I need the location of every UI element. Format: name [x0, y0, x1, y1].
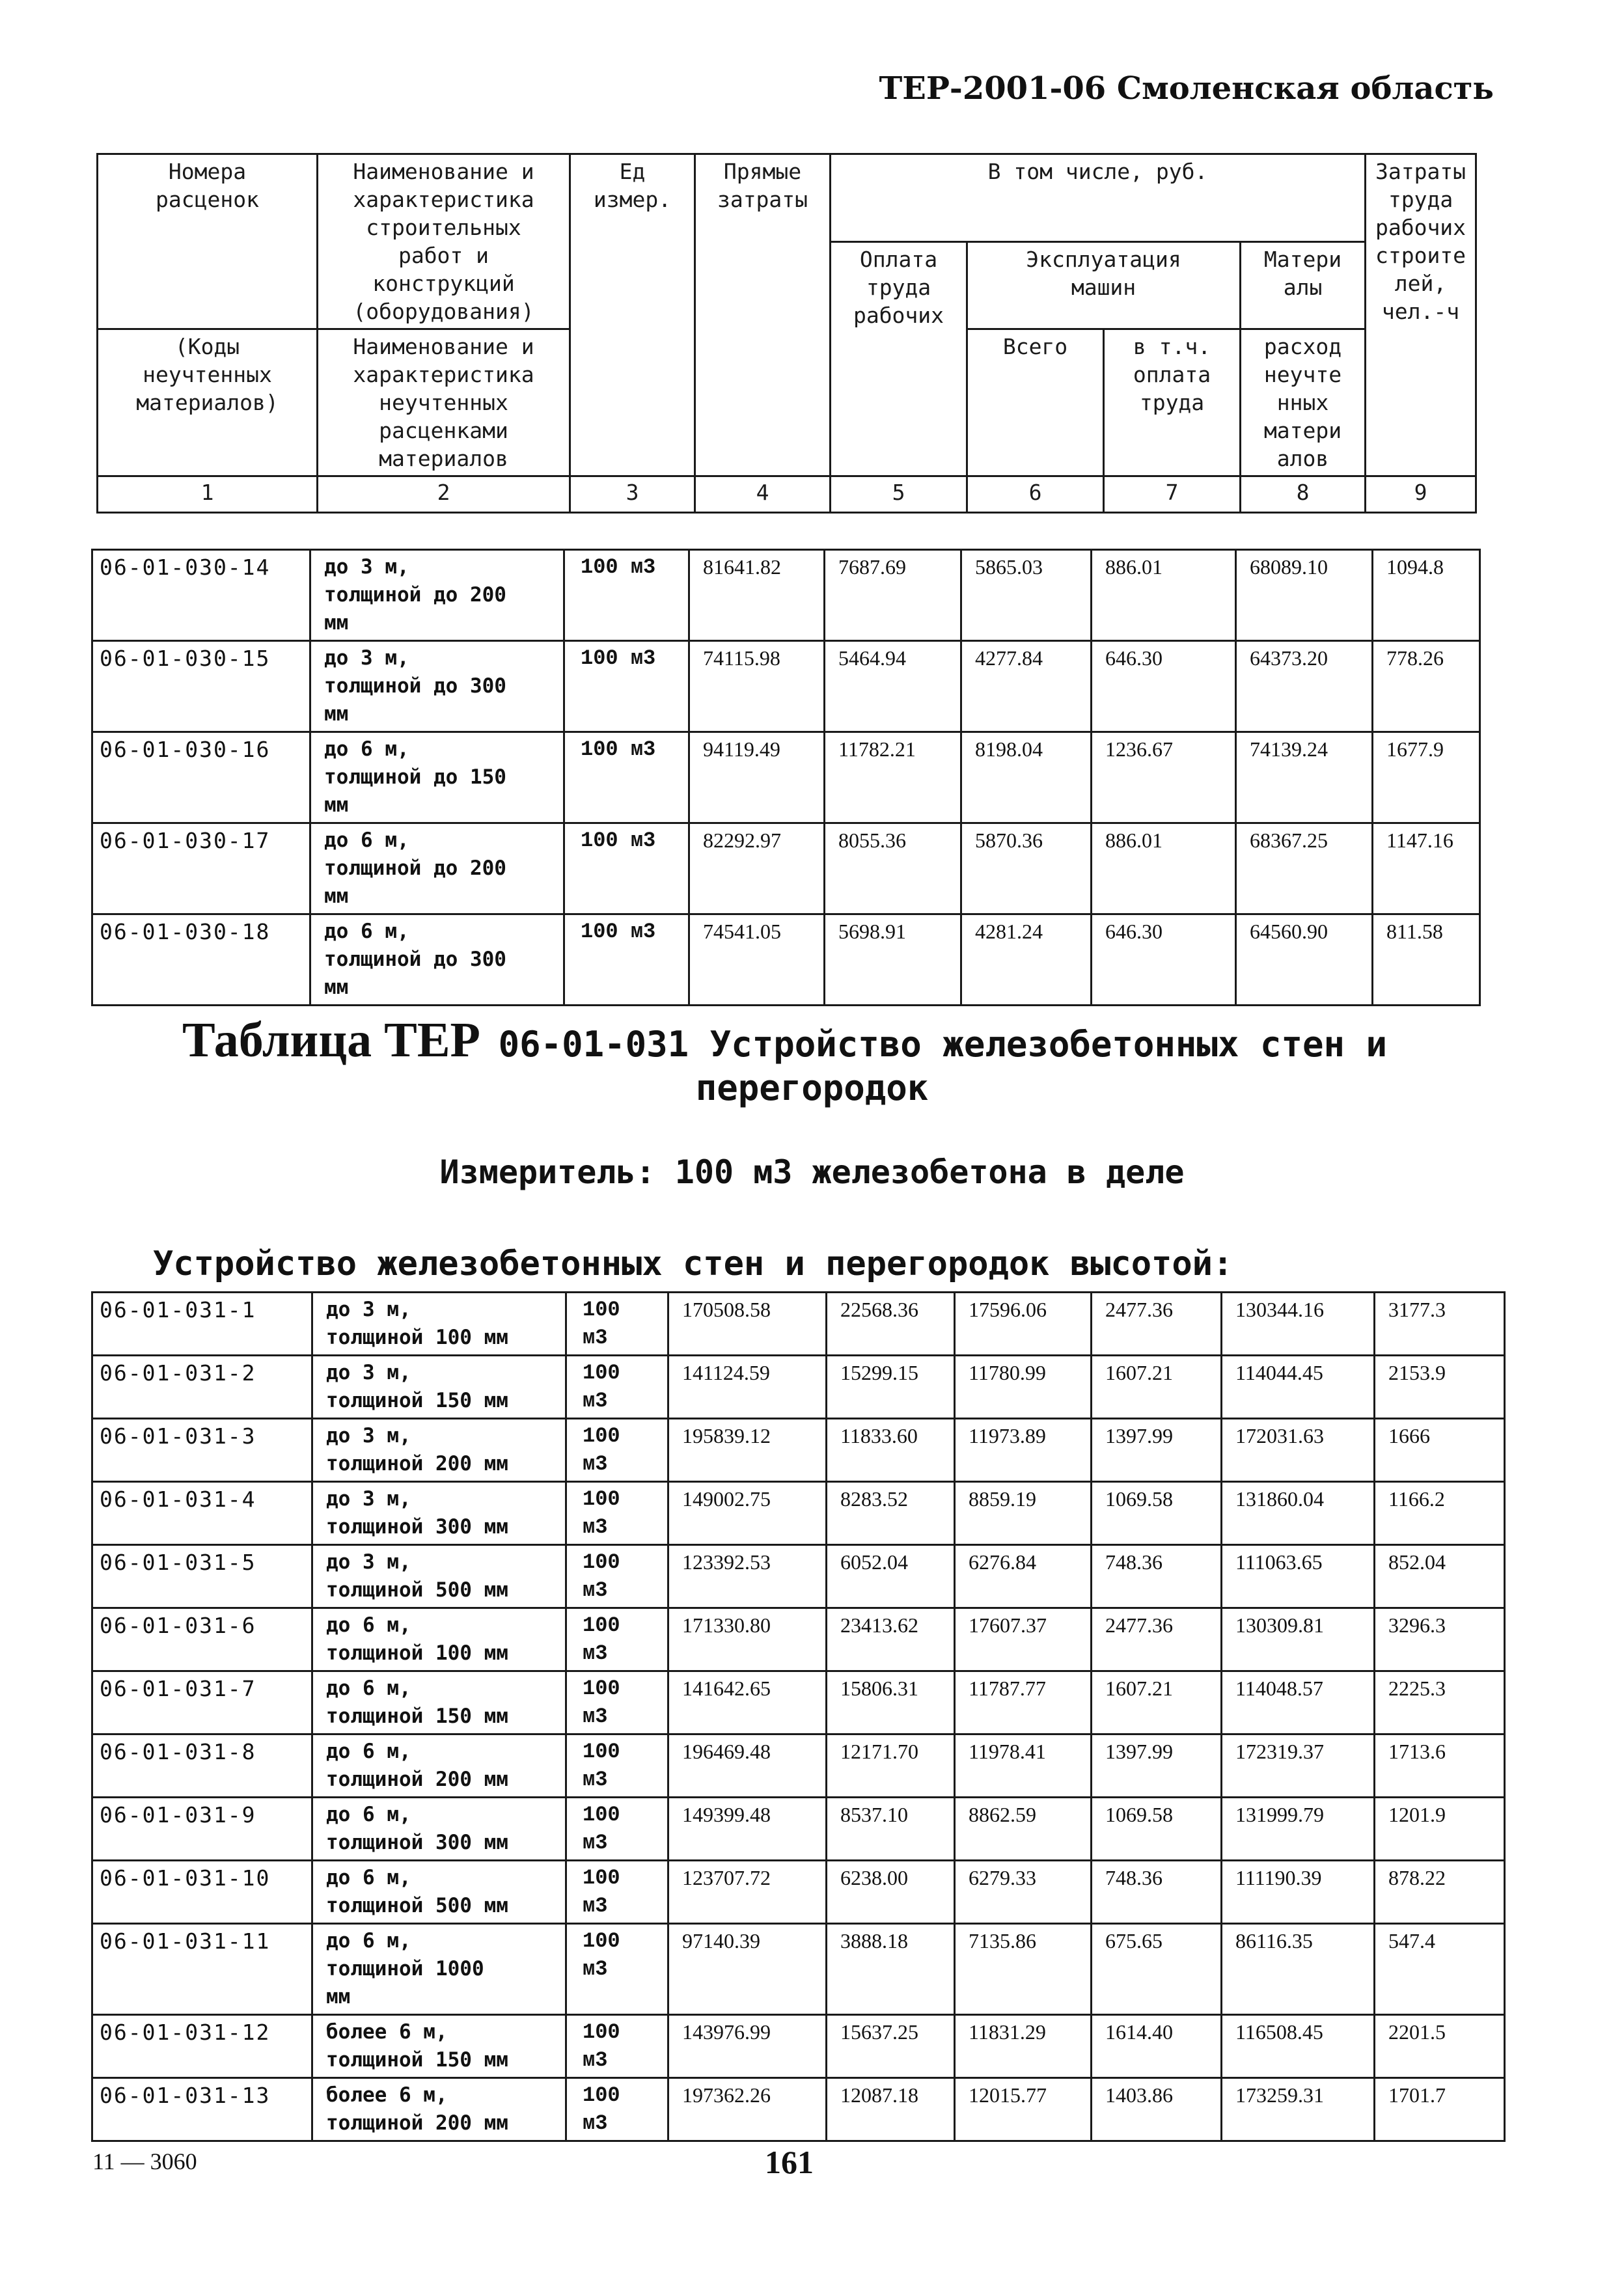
direct-cost-cell: 123707.72	[668, 1861, 827, 1924]
header-direct-cost-cell	[695, 154, 831, 476]
labor-pay-cell: 15299.15	[827, 1356, 955, 1419]
direct-cost-cell: 143976.99	[668, 2015, 827, 2078]
table-row	[92, 1293, 1505, 1356]
labor-hours-cell: 2153.9	[1375, 1356, 1505, 1419]
header-machines-total-label: Всего	[1002, 334, 1068, 359]
table-word: Таблица ТЕР	[182, 1013, 480, 1067]
machines-total-cell: 8862.59	[955, 1798, 1092, 1861]
header-machines-label: Эксплуатация машин	[1026, 247, 1181, 300]
machines-labor-pay-cell: 2477.36	[1092, 1293, 1222, 1356]
unit-of-measure-cell: 100 м3	[566, 1482, 668, 1545]
labor-pay-cell: 6052.04	[827, 1545, 955, 1608]
work-description-cell: до 6 м, толщиной 150 мм	[312, 1671, 566, 1734]
labor-hours-cell: 811.58	[1373, 914, 1480, 1006]
direct-cost-cell: 149002.75	[668, 1482, 827, 1545]
rate-code-cell: 06-01-030-15	[92, 641, 310, 732]
rate-code-cell: 06-01-030-17	[92, 823, 310, 914]
table-row	[92, 1545, 1505, 1608]
labor-pay-cell: 8055.36	[825, 823, 961, 914]
direct-cost-cell: 197362.26	[668, 2078, 827, 2141]
machines-total-cell: 17607.37	[955, 1608, 1092, 1671]
machines-total-cell: 17596.06	[955, 1293, 1092, 1356]
header-labor-pay-label: Оплата труда рабочих	[853, 247, 944, 328]
unit-of-measure-cell: 100 м3	[564, 914, 689, 1006]
labor-hours-cell: 3296.3	[1375, 1608, 1505, 1671]
direct-cost-cell: 141124.59	[668, 1356, 827, 1419]
labor-hours-cell: 547.4	[1375, 1924, 1505, 2015]
direct-cost-cell: 82292.97	[689, 823, 825, 914]
unit-of-measure-cell: 100 м3	[566, 1734, 668, 1798]
work-description-cell: более 6 м, толщиной 150 мм	[312, 2015, 566, 2078]
work-description-cell: до 3 м, толщиной 500 мм	[312, 1545, 566, 1608]
work-description-cell: до 6 м, толщиной 200 мм	[312, 1734, 566, 1798]
labor-hours-cell: 1713.6	[1375, 1734, 1505, 1798]
table-row	[92, 1419, 1505, 1482]
materials-cost-cell: 111190.39	[1222, 1861, 1375, 1924]
labor-pay-cell: 12087.18	[827, 2078, 955, 2141]
header-material-name-cell	[318, 329, 570, 476]
materials-cost-cell: 111063.65	[1222, 1545, 1375, 1608]
column-number: 8	[1241, 476, 1366, 513]
work-description-cell: до 3 м, толщиной 100 мм	[312, 1293, 566, 1356]
unit-of-measure-cell: 100 м3	[564, 732, 689, 823]
work-description-cell: до 3 м, толщиной 300 мм	[312, 1482, 566, 1545]
labor-hours-cell: 2225.3	[1375, 1671, 1505, 1734]
materials-cost-cell: 130309.81	[1222, 1608, 1375, 1671]
table-row	[92, 1608, 1505, 1671]
machines-labor-pay-cell: 748.36	[1092, 1545, 1222, 1608]
machines-labor-pay-cell: 1614.40	[1092, 2015, 1222, 2078]
machines-labor-pay-cell: 1069.58	[1092, 1482, 1222, 1545]
header-codes-spacer	[98, 242, 318, 329]
header-codes-cell	[98, 154, 318, 242]
unit-of-measure-cell: 100 м3	[564, 641, 689, 732]
header-material-codes-cell	[98, 329, 318, 476]
direct-cost-cell: 171330.80	[668, 1608, 827, 1671]
rate-code-cell: 06-01-031-13	[92, 2078, 312, 2141]
table-row	[92, 641, 1480, 732]
labor-hours-cell: 1147.16	[1373, 823, 1480, 914]
rate-code-cell: 06-01-031-5	[92, 1545, 312, 1608]
rate-code-cell: 06-01-031-4	[92, 1482, 312, 1545]
materials-cost-cell: 131860.04	[1222, 1482, 1375, 1545]
labor-pay-cell: 8283.52	[827, 1482, 955, 1545]
rate-code-cell: 06-01-030-18	[92, 914, 310, 1006]
section-title-line2: перегородок	[695, 1067, 929, 1108]
column-header-table	[96, 153, 1477, 514]
labor-hours-cell: 1166.2	[1375, 1482, 1505, 1545]
rate-code-cell: 06-01-031-12	[92, 2015, 312, 2078]
machines-labor-pay-cell: 675.65	[1092, 1924, 1222, 2015]
rate-code-cell: 06-01-031-2	[92, 1356, 312, 1419]
machines-labor-pay-cell: 1397.99	[1092, 1419, 1222, 1482]
column-number: 2	[318, 476, 570, 513]
table-row	[92, 1482, 1505, 1545]
labor-hours-cell: 1701.7	[1375, 2078, 1505, 2141]
header-materials-label: Матери алы	[1263, 247, 1342, 300]
table-row	[92, 1924, 1505, 2015]
rate-code-cell: 06-01-031-1	[92, 1293, 312, 1356]
unit-of-measure-cell: 100 м3	[566, 2078, 668, 2141]
direct-cost-cell: 94119.49	[689, 732, 825, 823]
materials-cost-cell: 64560.90	[1236, 914, 1373, 1006]
materials-cost-cell: 116508.45	[1222, 2015, 1375, 2078]
rate-code-cell: 06-01-031-11	[92, 1924, 312, 2015]
table-row	[92, 1798, 1505, 1861]
labor-hours-cell: 1666	[1375, 1419, 1505, 1482]
unit-of-measure-cell: 100 м3	[566, 1419, 668, 1482]
rate-code-cell: 06-01-031-3	[92, 1419, 312, 1482]
rate-code-cell: 06-01-031-7	[92, 1671, 312, 1734]
table-row	[92, 1671, 1505, 1734]
table-row	[92, 2015, 1505, 2078]
rates-table-031	[91, 1291, 1506, 2142]
machines-total-cell: 6279.33	[955, 1861, 1092, 1924]
machines-total-cell: 11973.89	[955, 1419, 1092, 1482]
labor-hours-cell: 1094.8	[1373, 550, 1480, 641]
labor-hours-cell: 1677.9	[1373, 732, 1480, 823]
work-description-cell: до 3 м, толщиной до 200 мм	[310, 550, 564, 641]
header-materials-cell	[1241, 242, 1366, 329]
column-number: 1	[98, 476, 318, 513]
materials-cost-cell: 68089.10	[1236, 550, 1373, 641]
header-labor-hours-cell	[1366, 154, 1476, 476]
table-code-title: 06-01-031 Устройство железобетонных стен и	[498, 1024, 1388, 1065]
labor-pay-cell: 11782.21	[825, 732, 961, 823]
unit-of-measure-cell: 100 м3	[566, 1924, 668, 2015]
rate-code-cell: 06-01-031-9	[92, 1798, 312, 1861]
unit-of-measure-cell: 100 м3	[566, 1293, 668, 1356]
machines-labor-pay-cell: 886.01	[1092, 823, 1236, 914]
direct-cost-cell: 196469.48	[668, 1734, 827, 1798]
machines-total-cell: 5865.03	[961, 550, 1092, 641]
machines-total-cell: 8859.19	[955, 1482, 1092, 1545]
table-row	[92, 550, 1480, 641]
materials-cost-cell: 114048.57	[1222, 1671, 1375, 1734]
machines-total-cell: 11780.99	[955, 1356, 1092, 1419]
labor-pay-cell: 15637.25	[827, 2015, 955, 2078]
machines-labor-pay-cell: 1397.99	[1092, 1734, 1222, 1798]
labor-hours-cell: 2201.5	[1375, 2015, 1505, 2078]
work-description-cell: до 6 м, толщиной 100 мм	[312, 1608, 566, 1671]
machines-labor-pay-cell: 1236.67	[1092, 732, 1236, 823]
table-row	[92, 823, 1480, 914]
materials-cost-cell: 114044.45	[1222, 1356, 1375, 1419]
machines-labor-pay-cell: 1403.86	[1092, 2078, 1222, 2141]
header-name-label: Наименование и характеристика строительных работ и конструкций (оборудования)	[353, 159, 534, 324]
page-number: 161	[765, 2144, 814, 2180]
header-material-use-cell	[1241, 329, 1366, 476]
header-labor-hours-label: Затраты труда рабочих строите лей, чел.-ч	[1375, 159, 1466, 324]
machines-labor-pay-cell: 748.36	[1092, 1861, 1222, 1924]
materials-cost-cell: 68367.25	[1236, 823, 1373, 914]
machines-total-cell: 8198.04	[961, 732, 1092, 823]
column-number: 7	[1104, 476, 1241, 513]
labor-hours-cell: 778.26	[1373, 641, 1480, 732]
direct-cost-cell: 74541.05	[689, 914, 825, 1006]
rates-table-030	[91, 549, 1481, 1006]
header-name-cell	[318, 154, 570, 329]
machines-labor-pay-cell: 646.30	[1092, 914, 1236, 1006]
labor-pay-cell: 23413.62	[827, 1608, 955, 1671]
labor-pay-cell: 7687.69	[825, 550, 961, 641]
rate-code-cell: 06-01-031-10	[92, 1861, 312, 1924]
labor-pay-cell: 12171.70	[827, 1734, 955, 1798]
direct-cost-cell: 149399.48	[668, 1798, 827, 1861]
table-row	[92, 1356, 1505, 1419]
rate-code-cell: 06-01-030-16	[92, 732, 310, 823]
table-row	[92, 1734, 1505, 1798]
materials-cost-cell: 172319.37	[1222, 1734, 1375, 1798]
rate-code-cell: 06-01-031-6	[92, 1608, 312, 1671]
direct-cost-cell: 81641.82	[689, 550, 825, 641]
labor-pay-cell: 6238.00	[827, 1861, 955, 1924]
machines-total-cell: 11978.41	[955, 1734, 1092, 1798]
direct-cost-cell: 170508.58	[668, 1293, 827, 1356]
machines-total-cell: 4277.84	[961, 641, 1092, 732]
machines-labor-pay-cell: 1607.21	[1092, 1356, 1222, 1419]
direct-cost-cell: 123392.53	[668, 1545, 827, 1608]
page-header-title: ТЕР-2001-06 Смоленская область	[879, 70, 1494, 107]
materials-cost-cell: 173259.31	[1222, 2078, 1375, 2141]
machines-total-cell: 11787.77	[955, 1671, 1092, 1734]
unit-of-measure-cell: 100 м3	[566, 1671, 668, 1734]
column-number: 4	[695, 476, 831, 513]
materials-cost-cell: 86116.35	[1222, 1924, 1375, 2015]
machines-total-cell: 7135.86	[955, 1924, 1092, 2015]
header-material-use-label: расход неучте нных матери алов	[1263, 334, 1342, 471]
labor-pay-cell: 11833.60	[827, 1419, 955, 1482]
direct-cost-cell: 141642.65	[668, 1671, 827, 1734]
column-number: 5	[831, 476, 967, 513]
header-machines-total-cell	[967, 329, 1104, 476]
unit-of-measure-cell: 100 м3	[566, 1798, 668, 1861]
column-number: 9	[1366, 476, 1476, 513]
labor-hours-cell: 3177.3	[1375, 1293, 1505, 1356]
section-title	[182, 1012, 1484, 1069]
labor-pay-cell: 3888.18	[827, 1924, 955, 2015]
header-material-name-label: Наименование и характеристика неучтенных расценками материалов	[353, 334, 534, 471]
rate-code-cell: 06-01-031-8	[92, 1734, 312, 1798]
labor-pay-cell: 5698.91	[825, 914, 961, 1006]
section-subtitle: Устройство железобетонных стен и перегородок высотой:	[153, 1244, 1233, 1283]
machines-total-cell: 5870.36	[961, 823, 1092, 914]
labor-pay-cell: 5464.94	[825, 641, 961, 732]
footer-print-code: 11 — 3060	[92, 2148, 197, 2174]
unit-of-measure-cell: 100 м3	[566, 1545, 668, 1608]
column-number: 3	[570, 476, 695, 513]
labor-pay-cell: 22568.36	[827, 1293, 955, 1356]
header-group-cell	[831, 154, 1366, 242]
machines-labor-pay-cell: 1607.21	[1092, 1671, 1222, 1734]
unit-of-measure-cell: 100 м3	[566, 1861, 668, 1924]
header-labor-pay-cell	[831, 242, 967, 476]
direct-cost-cell: 74115.98	[689, 641, 825, 732]
unit-of-measure-cell: 100 м3	[564, 550, 689, 641]
rate-code-cell: 06-01-030-14	[92, 550, 310, 641]
machines-total-cell: 11831.29	[955, 2015, 1092, 2078]
direct-cost-cell: 195839.12	[668, 1419, 827, 1482]
unit-of-measure-cell: 100 м3	[566, 1608, 668, 1671]
header-unit-label: Ед измер.	[593, 159, 672, 212]
work-description-cell: более 6 м, толщиной 200 мм	[312, 2078, 566, 2141]
work-description-cell: до 6 м, толщиной до 300 мм	[310, 914, 564, 1006]
direct-cost-cell: 97140.39	[668, 1924, 827, 2015]
unit-of-measure-cell: 100 м3	[564, 823, 689, 914]
column-number: 6	[967, 476, 1104, 513]
machines-total-cell: 12015.77	[955, 2078, 1092, 2141]
header-machines-labor-cell	[1104, 329, 1241, 476]
labor-hours-cell: 1201.9	[1375, 1798, 1505, 1861]
labor-hours-cell: 878.22	[1375, 1861, 1505, 1924]
header-direct-cost-label: Прямые затраты	[717, 159, 808, 212]
work-description-cell: до 6 м, толщиной 1000 мм	[312, 1924, 566, 2015]
labor-hours-cell: 852.04	[1375, 1545, 1505, 1608]
machines-labor-pay-cell: 646.30	[1092, 641, 1236, 732]
machines-total-cell: 6276.84	[955, 1545, 1092, 1608]
materials-cost-cell: 74139.24	[1236, 732, 1373, 823]
work-description-cell: до 6 м, толщиной до 150 мм	[310, 732, 564, 823]
table-row	[92, 2078, 1505, 2141]
header-unit-cell	[570, 154, 695, 476]
materials-cost-cell: 172031.63	[1222, 1419, 1375, 1482]
work-description-cell: до 6 м, толщиной до 200 мм	[310, 823, 564, 914]
header-group-label: В том числе, руб.	[987, 159, 1208, 184]
measure-line: Измеритель: 100 м3 железобетона в деле	[439, 1153, 1185, 1191]
unit-of-measure-cell: 100 м3	[566, 2015, 668, 2078]
machines-labor-pay-cell: 886.01	[1092, 550, 1236, 641]
header-machines-labor-label: в т.ч. оплата труда	[1133, 334, 1211, 415]
labor-pay-cell: 8537.10	[827, 1798, 955, 1861]
materials-cost-cell: 130344.16	[1222, 1293, 1375, 1356]
machines-labor-pay-cell: 2477.36	[1092, 1608, 1222, 1671]
machines-total-cell: 4281.24	[961, 914, 1092, 1006]
table-row	[92, 732, 1480, 823]
table-row	[92, 914, 1480, 1006]
table-row	[92, 1861, 1505, 1924]
machines-labor-pay-cell: 1069.58	[1092, 1798, 1222, 1861]
header-material-codes-label: (Коды неучтенных материалов)	[136, 334, 279, 415]
work-description-cell: до 3 м, толщиной 150 мм	[312, 1356, 566, 1419]
header-codes-label: Номера расценок	[156, 159, 259, 212]
work-description-cell: до 6 м, толщиной 300 мм	[312, 1798, 566, 1861]
header-machines-cell	[967, 242, 1241, 329]
unit-of-measure-cell: 100 м3	[566, 1356, 668, 1419]
work-description-cell: до 3 м, толщиной до 300 мм	[310, 641, 564, 732]
work-description-cell: до 3 м, толщиной 200 мм	[312, 1419, 566, 1482]
materials-cost-cell: 64373.20	[1236, 641, 1373, 732]
labor-pay-cell: 15806.31	[827, 1671, 955, 1734]
materials-cost-cell: 131999.79	[1222, 1798, 1375, 1861]
work-description-cell: до 6 м, толщиной 500 мм	[312, 1861, 566, 1924]
